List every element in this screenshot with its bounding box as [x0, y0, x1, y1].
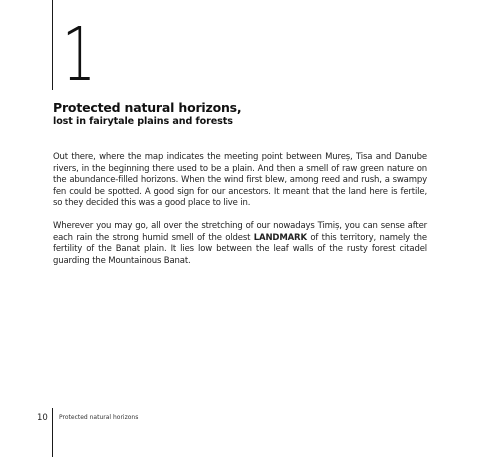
- chapter-subtitle: lost in fairytale plains and forests: [53, 116, 233, 127]
- paragraph-2-start: Wherever you may go, all over the stretching of our nowadays Timiș, you can sense after each rain the strong humid smell of the oldest: [53, 220, 427, 243]
- footer-vertical-rule: [52, 408, 53, 457]
- landmark-emphasis: LANDMARK: [253, 232, 307, 243]
- paragraph-2: [53, 221, 427, 267]
- paragraph-2-end: of this territory, namely the fertility of the Banat plain. It lies low between the leaf walls of the rusty forest citadel guarding the Mountainous Banat.: [53, 232, 427, 266]
- chapter-title: Protected natural horizons,: [53, 100, 242, 115]
- chapter-heading: [53, 100, 453, 128]
- page-number: 10: [37, 413, 48, 423]
- paragraph-1: Out there, where the map indicates the meeting point between Mureș, Tisa and Danube rivers, in the beginning there used to be a plain. And then a smell of raw green nature on the abundance-filled horizons. When the wind first blew, among reed and rush, a swampy fen could be spotted. A good sign for our ancestors. It meant that the land here is fertile, so they decided this was a good place to live in.: [53, 152, 427, 209]
- chapter-number: 1: [62, 12, 95, 98]
- top-vertical-rule: [52, 0, 53, 90]
- body-text: [53, 152, 427, 278]
- running-title: Protected natural horizons: [59, 414, 139, 421]
